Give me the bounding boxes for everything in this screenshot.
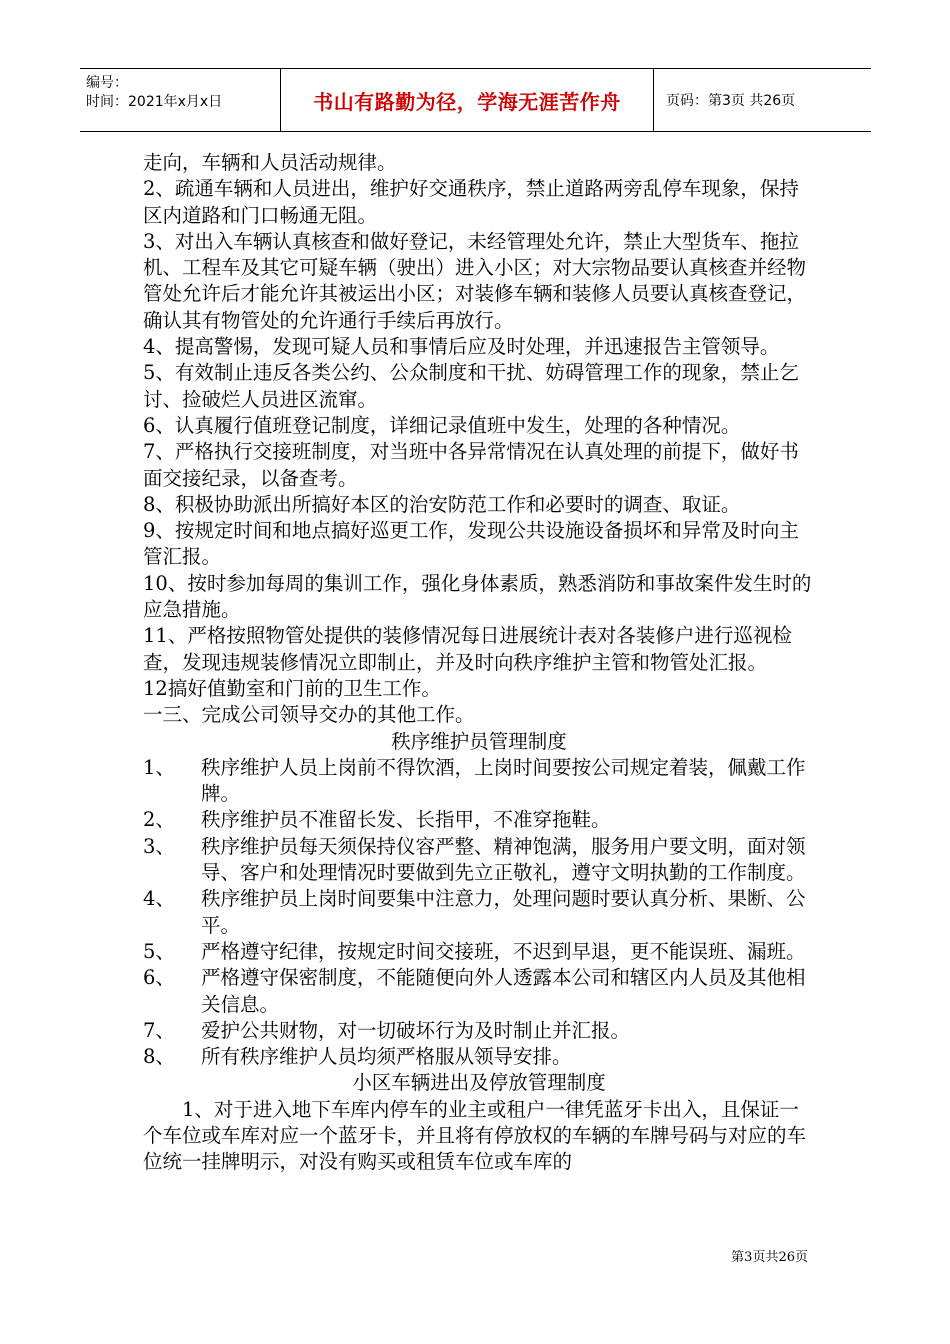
rule-number: 1、 [143,755,175,779]
page-header [80,68,871,132]
header-page-info: 页码：第3页 共26页 [666,93,796,109]
body-paragraph: 8、积极协助派出所搞好本区的治安防范工作和必要时的调查、取证。 [143,492,741,516]
rule-item [143,1018,815,1044]
body-paragraph: 一三、完成公司领导交办的其他工作。 [143,703,475,727]
rule-number: 7、 [143,1018,175,1042]
body-paragraph: 4、提高警惕，发现可疑人员和事情后应及时处理，并迅速报告主管领导。 [143,335,780,359]
rule-item [143,807,815,833]
rule-text: 秩序维护员上岗时间要集中注意力，处理问题时要认真分析、果断、公平。 [201,887,806,937]
rule-text: 严格遵守纪律，按规定时间交接班，不迟到早退，更不能误班、漏班。 [201,939,806,963]
rule-item [143,965,815,1018]
header-meta [80,69,280,131]
rule-text: 所有秩序维护人员均须严格服从领导安排。 [201,1045,572,1069]
rule-text: 严格遵守保密制度，不能随便向外人透露本公司和辖区内人员及其他相关信息。 [201,966,806,1016]
rule-item [143,834,815,887]
rule-number: 3、 [143,834,175,858]
rule-item [143,755,815,808]
rule-number: 2、 [143,808,175,832]
body-paragraph: 2、疏通车辆和人员进出，维护好交通秩序，禁止道路两旁乱停车现象，保持区内道路和门口畅通无阻。 [143,177,799,227]
body-paragraph: 7、严格执行交接班制度，对当班中各异常情况在认真处理的前提下，做好书面交接纪录，以备查考。 [143,440,799,490]
rule-text: 秩序维护人员上岗前不得饮酒，上岗时间要按公司规定着装，佩戴工作牌。 [201,755,806,806]
document-body [143,150,815,1176]
body-paragraph: 9、按规定时间和地点搞好巡更工作，发现公共设施设备损坏和异常及时向主管汇报。 [143,519,799,569]
rule-number: 6、 [143,966,175,990]
body-paragraph: 3、对出入车辆认真核查和做好登记，未经管理处允许，禁止大型货车、拖拉机、工程车及其它可疑车辆（驶出）进入小区；对大宗物品要认真核查并经物管处允许后才能允许其被运出小区；对装修车辆和装修人员要认真核查登记，确认其有物管处的允许通行手续后再放行。 [143,229,807,332]
body-paragraph: 5、有效制止违反各类公约、公众制度和干扰、妨碍管理工作的现象，禁止乞讨、捡破烂人员进区流窜。 [143,361,799,411]
page-footer: 第3页共26页 [731,1250,808,1265]
rule-item [143,1044,815,1070]
header-motto: 书山有路勤为径，学海无涯苦作舟 [280,69,654,131]
body-paragraph: 12搞好值勤室和门前的卫生工作。 [143,676,441,700]
section-title: 小区车辆进出及停放管理制度 [352,1071,606,1095]
body-paragraph: 11、严格按照物管处提供的装修情况每日进展统计表对各装修户进行巡视检查，发现违规装修情况立即制止，并及时向秩序维护主管和物管处汇报。 [143,624,792,674]
rule-item [143,886,815,939]
rule-text: 秩序维护员不准留长发、长指甲，不准穿拖鞋。 [201,808,611,832]
rule-number: 4、 [143,887,175,911]
body-paragraph: 6、认真履行值班登记制度，详细记录值班中发生，处理的各种情况。 [143,413,741,437]
document-date-label: 时间：2021年x月x日 [86,94,223,110]
body-paragraph: 走向，车辆和人员活动规律。 [143,151,397,174]
rule-text: 爱护公共财物，对一切破坏行为及时制止并汇报。 [201,1018,631,1042]
body-paragraph: 10、按时参加每周的集训工作，强化身体素质，熟悉消防和事故案件发生时的应急措施。 [143,571,812,622]
document-number-label: 编号： [86,75,128,91]
body-paragraph: 1、对于进入地下车库内停车的业主或租户一律凭蓝牙卡出入，且保证一个车位或车库对应一个蓝牙卡，并且将有停放权的车辆的车牌号码与对应的车位统一挂牌明示，对没有购买或租赁车位或车库的 [143,1097,807,1174]
rule-number: 5、 [143,939,175,963]
rule-item [143,939,815,965]
rule-number: 8、 [143,1045,175,1069]
section-title: 秩序维护员管理制度 [391,729,567,753]
rule-text: 秩序维护员每天须保持仪容严整、精神饱满，服务用户要文明，面对领导、客户和处理情况时要做到先立正敬礼，遵守文明执勤的工作制度。 [201,834,806,885]
